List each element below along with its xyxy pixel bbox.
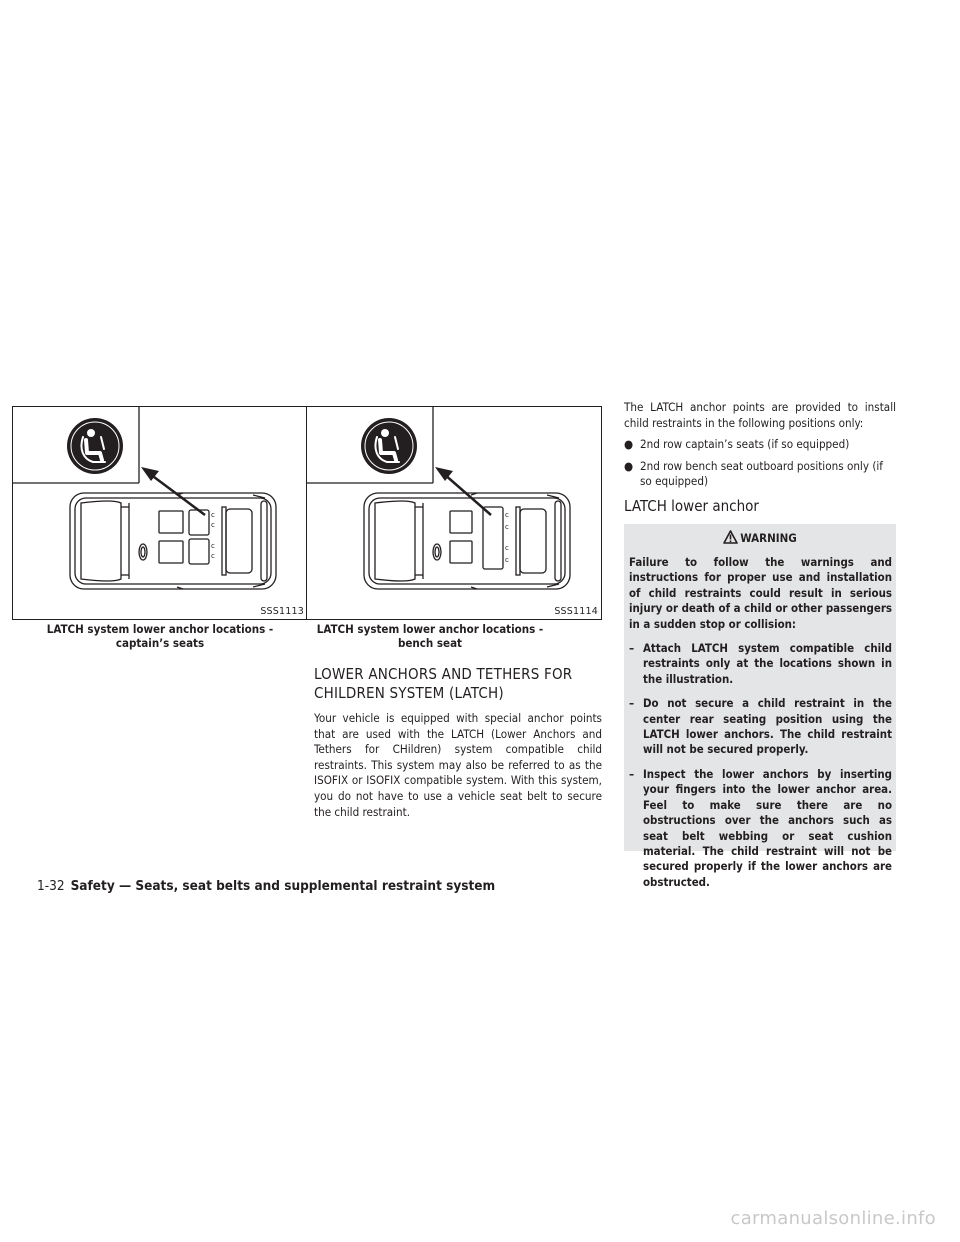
page-number: 1-32 — [37, 878, 65, 894]
watermark: carmanualsonline.info — [730, 1208, 936, 1229]
figure-caption: LATCH system lower anchor locations - captain’s seats — [46, 622, 274, 650]
figure-code: SSS1114 — [554, 606, 598, 617]
svg-text:c: c — [211, 552, 215, 560]
warning-body — [629, 555, 892, 899]
child-seat-icon — [361, 418, 417, 474]
list-item: ● 2nd row captain’s seats (if so equipped) — [624, 437, 850, 451]
warning-title: WARNING — [624, 530, 896, 545]
svg-text:c: c — [211, 521, 215, 529]
footer-section-title: Safety — Seats, seat belts and supplemental restraint system — [70, 878, 496, 894]
page-footer — [37, 878, 495, 894]
subheading: LATCH lower anchor — [624, 497, 759, 515]
figure-bench-seat — [306, 406, 602, 620]
car-topview-captains-diagram — [13, 407, 306, 618]
child-seat-icon — [67, 418, 123, 474]
section-body: Your vehicle is equipped with special anchor points that are used with the LATCH (Lower Anchors and Tethers for CHildren) system compatible child restraints. This system may also be referred to as the ISOFIX or ISOFIX compatible system. With this system, you do not have to use a vehicle seat belt to secure the child restraint. — [314, 711, 602, 819]
car-topview-bench-diagram — [307, 407, 600, 618]
list-item: ● 2nd row bench seat outboard positions only (if so equipped) — [624, 458, 883, 489]
warning-item: – Attach LATCH system compatible child restraints only at the locations shown in the illustration. — [629, 641, 892, 686]
warning-item: – Do not secure a child restraint in the center rear seating position using the LATCH lower anchors. The child restraint will not be secured properly. — [629, 696, 892, 757]
svg-text:c: c — [505, 523, 509, 531]
figure-code: SSS1113 — [260, 606, 304, 617]
bench-seat — [450, 507, 503, 569]
anchor-marks — [505, 511, 509, 564]
svg-text:c: c — [505, 556, 509, 564]
svg-text:c: c — [505, 544, 509, 552]
warning-box — [624, 524, 896, 889]
anchor-marks — [211, 511, 215, 560]
warning-lead: Failure to follow the warnings and instructions for proper use and installation of child restraints could result in serious injury or death of a child or other passengers in a sudden stop or collision: — [629, 555, 892, 631]
captains-seats — [159, 510, 209, 564]
svg-text:c: c — [211, 542, 215, 550]
section-heading: LOWER ANCHORS AND TETHERS FOR CHILDREN SYSTEM (LATCH) — [314, 665, 573, 702]
svg-text:c: c — [505, 511, 509, 519]
warning-triangle-icon — [723, 530, 738, 544]
svg-text:c: c — [211, 511, 215, 519]
anchor-positions-list — [624, 437, 896, 496]
anchor-intro-text: The LATCH anchor points are provided to install child restraints in the following positions only: — [624, 400, 896, 430]
figure-captains-seats — [12, 406, 308, 620]
warning-item: – Inspect the lower anchors by inserting your fingers into the lower anchor area. Feel to make sure there are no obstructions over the anchors such as seat belt webbing or seat cushion material. The child restraint will not be secured properly if the lower anchors are obstructed. — [629, 766, 892, 889]
figure-caption: LATCH system lower anchor locations - bench seat — [316, 622, 544, 650]
